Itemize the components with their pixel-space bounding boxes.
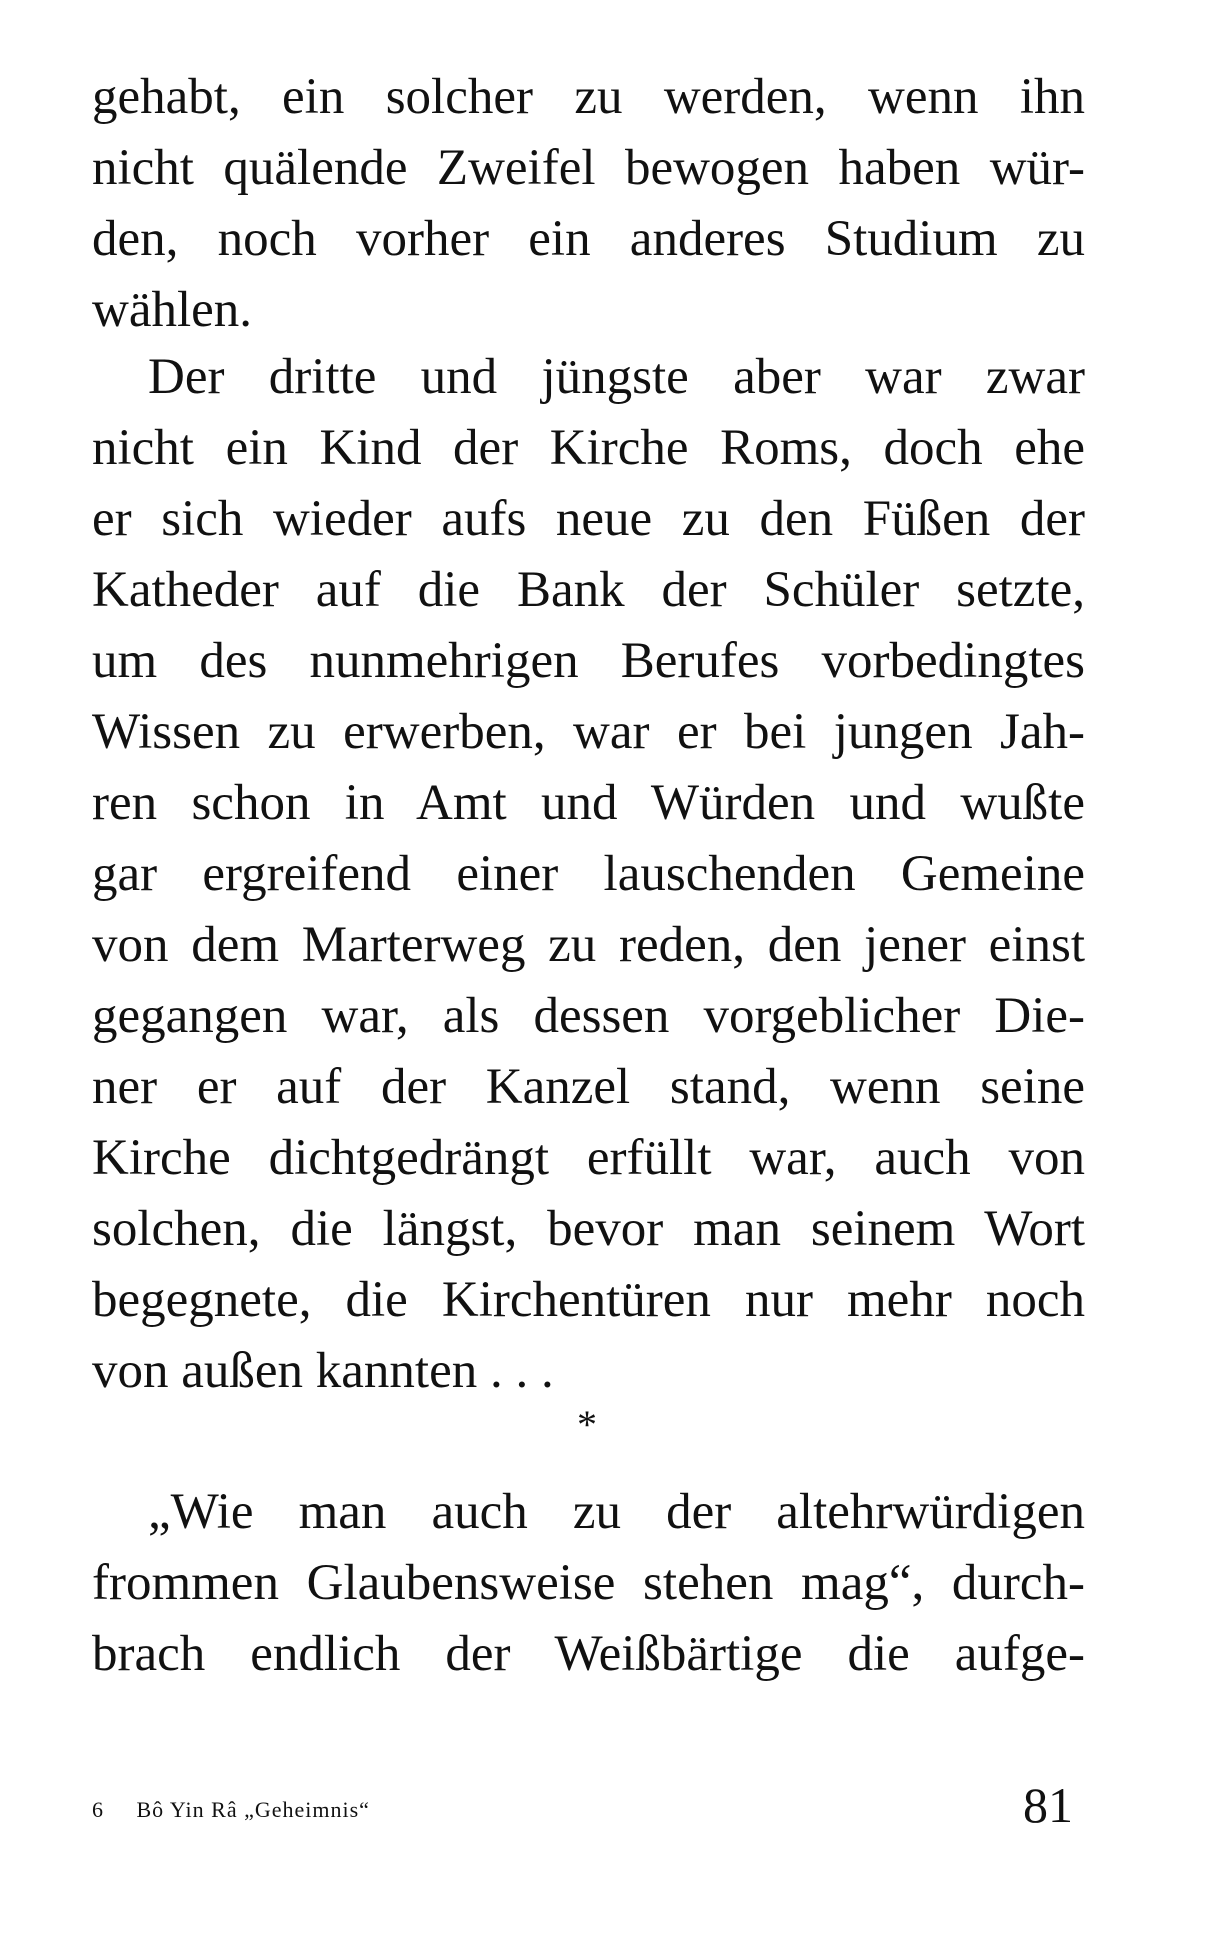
paragraph-quote (92, 1477, 1085, 1690)
text-line: Der dritte und jüngste aber war zwar (148, 349, 1085, 405)
text-line: nicht ein Kind der Kirche Roms, doch ehe (92, 420, 1085, 476)
text-line: ren schon in Amt und Würden und wußte (92, 775, 1085, 831)
text-line: Wissen zu erwerben, war er bei jungen Jah- (92, 704, 1085, 760)
text-line: gegangen war, als dessen vorgeblicher Die- (92, 988, 1085, 1044)
text-line: Katheder auf die Bank der Schüler setzte, (92, 562, 1085, 618)
paragraph-continued (92, 62, 1085, 346)
text-line: solchen, die längst, bevor man seinem Wort (92, 1201, 1085, 1257)
text-line: wählen. (92, 282, 253, 338)
text-line: er sich wieder aufs neue zu den Füßen der (92, 491, 1085, 547)
text-line: frommen Glaubensweise stehen mag“, durch- (92, 1555, 1085, 1611)
signature-mark: 6 (92, 1797, 104, 1822)
text-line: „Wie man auch zu der altehrwürdigen (148, 1484, 1085, 1540)
section-break-asterisk: * (577, 1402, 597, 1447)
text-line: ner er auf der Kanzel stand, wenn seine (92, 1059, 1085, 1115)
text-line: von außen kannten . . . (92, 1343, 554, 1399)
text-line: Kirche dichtgedrängt erfüllt war, auch von (92, 1130, 1085, 1186)
page-number: 81 (1023, 1777, 1073, 1833)
signature-text: Bô Yin Râ „Geheimnis“ (136, 1797, 370, 1822)
text-line: den, noch vorher ein anderes Studium zu (92, 211, 1085, 267)
text-line: brach endlich der Weißbärtige die aufge- (92, 1626, 1085, 1682)
page-footer (92, 1777, 1085, 1837)
text-line: um des nunmehrigen Berufes vorbedingtes (92, 633, 1085, 689)
printer-signature (92, 1795, 370, 1825)
text-line: von dem Marterweg zu reden, den jener einst (92, 917, 1085, 973)
text-line: begegnete, die Kirchentüren nur mehr noch (92, 1272, 1085, 1328)
paragraph-third-son (92, 342, 1085, 1407)
text-line: nicht quälende Zweifel bewogen haben wür- (92, 140, 1085, 196)
text-line: gar ergreifend einer lauschenden Gemeine (92, 846, 1085, 902)
text-line: gehabt, ein solcher zu werden, wenn ihn (92, 69, 1085, 125)
